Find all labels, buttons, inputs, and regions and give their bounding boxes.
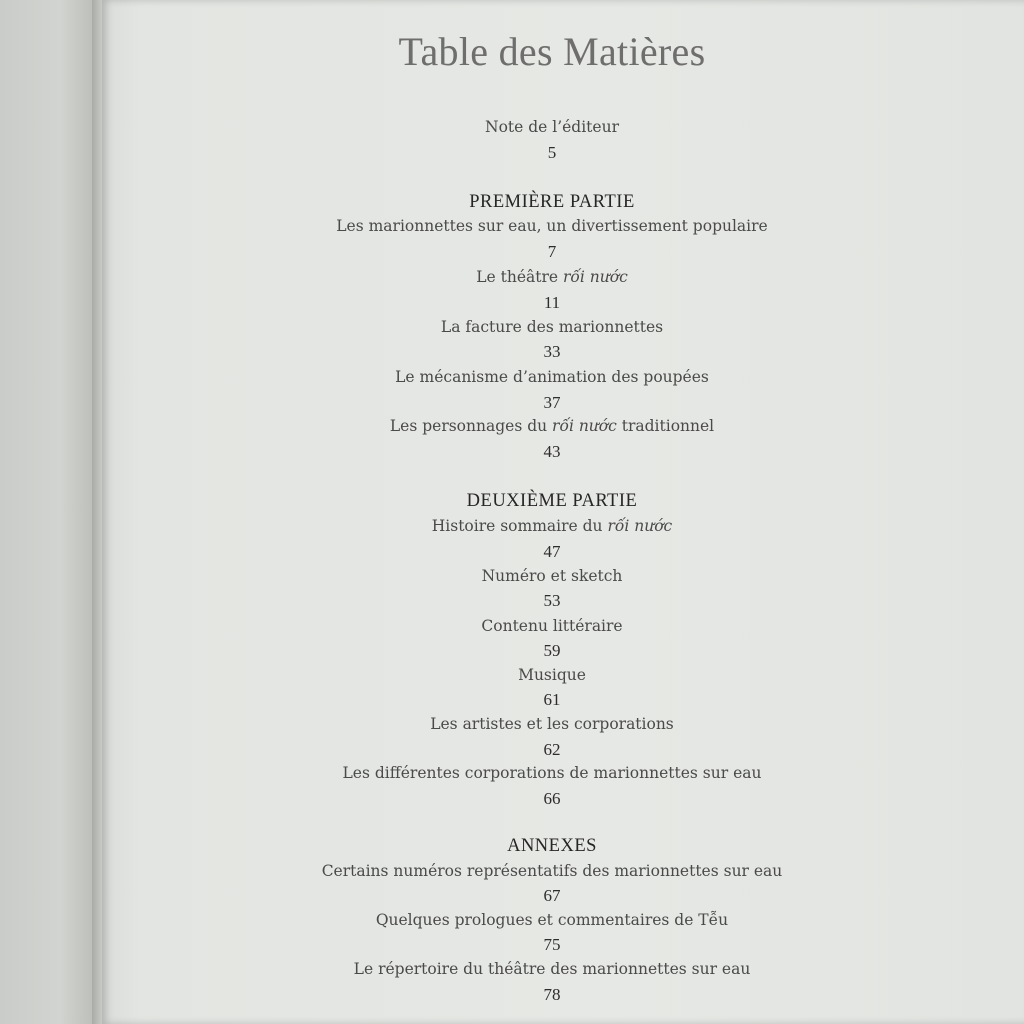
toc-page-number: 66 <box>543 789 561 808</box>
toc-page-number: 33 <box>543 342 561 361</box>
toc-entry <box>100 417 1004 435</box>
page-title: Table des Matières <box>398 29 706 74</box>
section-heading-annexes: ANNEXES <box>507 836 597 856</box>
toc-page-number: 78 <box>543 985 561 1004</box>
toc-page-number: 67 <box>543 886 561 905</box>
toc-entry: Quelques prologues et commentaires de Tễu <box>375 911 729 929</box>
toc-page-number: 59 <box>543 641 561 660</box>
toc-entry: Le mécanisme d’animation des poupées <box>395 368 709 386</box>
toc-entry: Musique <box>518 666 586 684</box>
toc-entry: Les différentes corporations de marionnettes sur eau <box>342 764 762 782</box>
toc-entry-italic: rối nước <box>563 268 628 286</box>
toc-page-number: 75 <box>543 935 561 954</box>
toc-page-number: 11 <box>543 293 561 312</box>
toc-entry-italic: rối nước <box>607 517 673 535</box>
toc-page-number: 5 <box>547 143 557 162</box>
toc-page-number: 61 <box>543 690 561 709</box>
toc-entry <box>100 268 1004 286</box>
toc-entry: La facture des marionnettes <box>440 318 664 336</box>
toc-entry-italic: rối nước <box>552 417 617 435</box>
toc-entry-text: Histoire sommaire du <box>431 517 603 535</box>
toc-page-number: 53 <box>543 591 561 610</box>
toc-entry-text: Le théâtre <box>476 268 559 286</box>
toc-entry: Le répertoire du théâtre des marionnettes sur eau <box>353 960 751 978</box>
toc-entry <box>100 517 1004 535</box>
left-page-edge <box>0 0 100 1024</box>
toc-entry-text: traditionnel <box>621 417 715 435</box>
toc-entry: Contenu littéraire <box>481 617 623 635</box>
toc-entry-editor-note: Note de l’éditeur <box>485 118 619 136</box>
toc-entry: Les marionnettes sur eau, un divertissement populaire <box>336 217 768 235</box>
toc-page-number: 62 <box>543 740 561 759</box>
toc-page-number: 7 <box>547 242 557 261</box>
section-heading-part2: DEUXIÈME PARTIE <box>466 491 638 511</box>
toc-entry-text: Les personnages du <box>389 417 548 435</box>
toc-entry: Les artistes et les corporations <box>430 715 674 733</box>
section-heading-part1: PREMIÈRE PARTIE <box>469 192 635 212</box>
toc-entry: Numéro et sketch <box>481 567 623 585</box>
toc-page-number: 37 <box>543 393 561 412</box>
toc-page-number: 43 <box>543 442 561 461</box>
toc-page-number: 47 <box>543 542 561 561</box>
toc-entry: Certains numéros représentatifs des marionnettes sur eau <box>321 862 783 880</box>
